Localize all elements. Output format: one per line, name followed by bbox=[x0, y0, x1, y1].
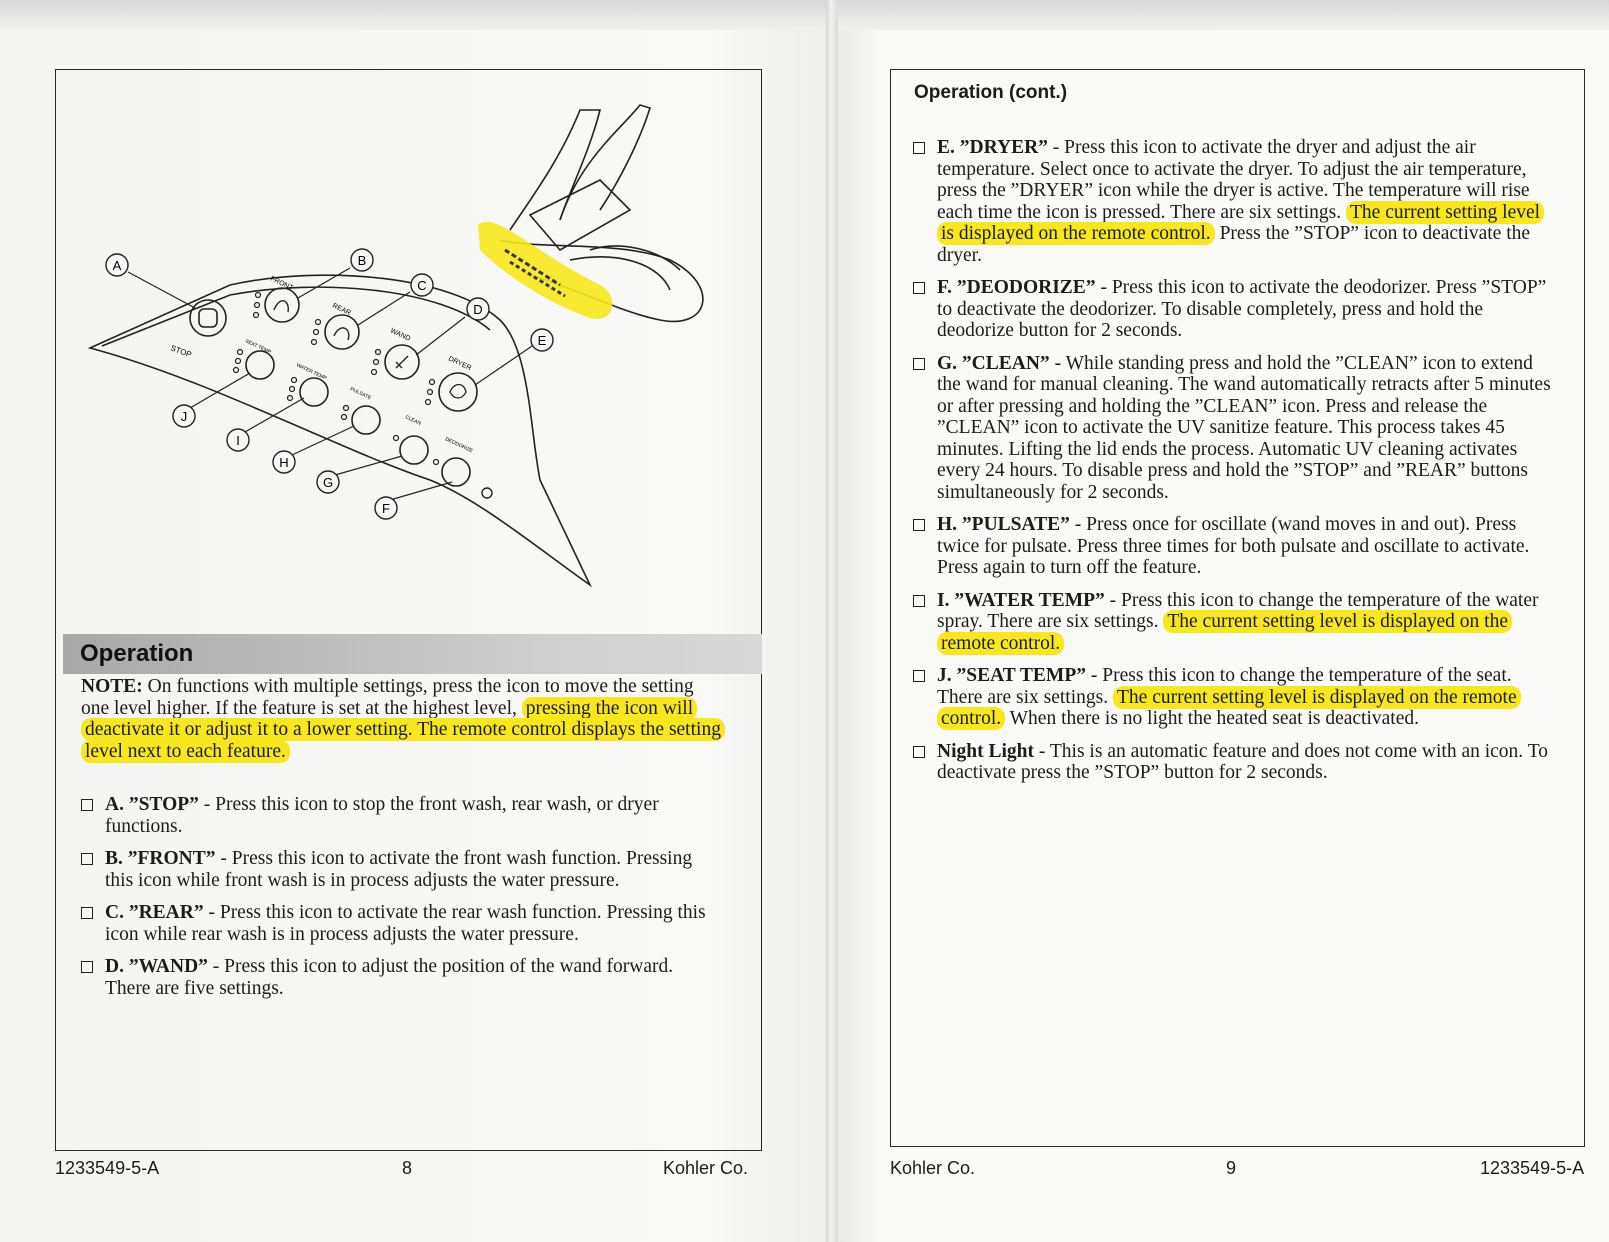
item-label: J. ”SEAT TEMP” bbox=[937, 665, 1086, 686]
checkbox-icon bbox=[81, 799, 93, 811]
rear-button-illustration bbox=[325, 302, 359, 349]
checkbox-icon bbox=[81, 907, 93, 919]
item-text: Press this icon to change the temperature of the seat. There are six settings. bbox=[937, 665, 1512, 708]
item-text-after: When there is no light the heated seat is deactivated. bbox=[1009, 708, 1419, 729]
svg-text:F: F bbox=[382, 501, 390, 516]
item-text: Press this icon to activate the front wash function. Pressing this icon while front wash is in process adjusts the water pressure. bbox=[105, 848, 693, 891]
list-item: B. ”FRONT” - Press this icon to activate the front wash function. Pressing this icon while front wash is in process adjusts the water pressure. bbox=[81, 848, 721, 891]
callout-a bbox=[106, 254, 128, 276]
callout-d bbox=[467, 298, 489, 320]
item-highlight: The current setting level is displayed on the remote control. bbox=[937, 610, 1512, 655]
item-highlight: The current setting level is displayed on the remote control. bbox=[937, 201, 1544, 246]
note-highlight: pressing the icon will deactivate it or adjust it to a lower setting. The remote control displays the setting level next to each feature. bbox=[81, 697, 725, 763]
checkbox-icon bbox=[913, 282, 925, 294]
svg-text:D: D bbox=[473, 302, 483, 317]
seat-temp-button-illustration bbox=[244, 338, 274, 379]
operation-note bbox=[81, 676, 721, 762]
right-page-number: 9 bbox=[1226, 1158, 1237, 1178]
item-label: C. ”REAR” bbox=[105, 902, 204, 923]
svg-text:G: G bbox=[322, 475, 334, 490]
item-text: Press this icon to stop the front wash, rear wash, or dryer functions. bbox=[105, 794, 659, 837]
item-text: Press this icon to change the temperature of the water spray. There are six settings. bbox=[937, 589, 1539, 632]
item-text: Press this icon to activate the dryer and adjust the air temperature. Select once to activate the dryer. To adjust the air temperature, press the ”DRYER” icon while the dryer is active. The temperature will rise each time the icon is pressed. There are six settings. bbox=[937, 137, 1530, 223]
label-clean: CLEAN bbox=[404, 414, 422, 427]
label-water-temp: WATER TEMP bbox=[295, 362, 328, 382]
svg-text:C: C bbox=[417, 278, 427, 293]
label-wand: WAND bbox=[389, 327, 412, 343]
wand-button-illustration bbox=[385, 327, 419, 379]
callout-j bbox=[173, 405, 195, 427]
note-label: NOTE: bbox=[81, 676, 143, 697]
svg-text:H: H bbox=[279, 455, 289, 470]
item-label: I. ”WATER TEMP” bbox=[937, 589, 1105, 611]
right-doc-number: 1233549-5-A bbox=[1480, 1158, 1585, 1178]
right-company: Kohler Co. bbox=[890, 1158, 976, 1178]
label-rear: REAR bbox=[331, 302, 352, 318]
item-label: H. ”PULSATE” bbox=[937, 514, 1070, 535]
list-item: G. ”CLEAN” - While standing press and hold the ”CLEAN” icon to extend the wand for manual cleaning. The wand automatically retracts after 5 minutes or after pressing and holding the ”CLEAN” icon. Press and release the ”CLEAN” icon to activate the UV sanitize feature. This process takes 45 minutes. Lifting the lid ends the process. Automatic UV cleaning activates every 24 hours. To disable press and hold the ”STOP” and ”REAR” buttons simultaneously for 2 seconds. bbox=[913, 353, 1553, 504]
front-button-illustration bbox=[265, 275, 299, 322]
checkbox-icon bbox=[913, 519, 925, 531]
label-dryer: DRYER bbox=[447, 355, 473, 373]
seat-side-panel-highlight bbox=[478, 222, 612, 319]
list-item: H. ”PULSATE” - Press once for oscillate (wand moves in and out). Press twice for pulsate. Press three times for both pulsate and oscillate to activate. Press again to turn off the feature. bbox=[913, 514, 1553, 579]
label-stop: STOP bbox=[169, 343, 193, 360]
item-text: This is an automatic feature and does not come with an icon. To deactivate press the ”STOP” button for 2 seconds. bbox=[937, 740, 1548, 783]
checkbox-icon bbox=[81, 961, 93, 973]
checkbox-icon bbox=[913, 595, 925, 607]
water-temp-button-illustration bbox=[295, 362, 328, 406]
item-text: Press this icon to activate the deodorizer. Press ”STOP” to deactivate the deodorizer. To disable completely, press and hold the deodorize button for 2 seconds. bbox=[937, 277, 1547, 341]
svg-text:I: I bbox=[236, 433, 240, 448]
note-text: On functions with multiple settings, press the icon to move the setting one level higher. If the feature is set at the highest level, bbox=[81, 676, 694, 719]
item-label: D. ”WAND” bbox=[105, 956, 208, 977]
label-pulsate: PULSATE bbox=[349, 386, 373, 402]
item-text: Press this icon to activate the rear wash function. Pressing this icon while rear wash is in process adjusts the water pressure. bbox=[105, 902, 706, 945]
list-item: I. ”WATER TEMP” - Press this icon to change the temperature of the water spray. There are six settings. The current setting level is displayed on the remote control. bbox=[913, 590, 1553, 655]
book-gutter bbox=[826, 0, 838, 1242]
section-title: Operation bbox=[80, 640, 194, 667]
item-text: While standing press and hold the ”CLEAN” icon to extend the wand for manual cleaning. The wand automatically retracts after 5 minutes or after pressing and holding the ”CLEAN” icon. Press and release the ”CLEAN” icon to activate the UV sanitize feature. This process takes 45 minutes. Lifting the lid ends the process. Automatic UV cleaning activates every 24 hours. To disable press and hold the ”STOP” and ”REAR” buttons simultaneously for 2 seconds. bbox=[937, 352, 1551, 503]
callout-e bbox=[531, 329, 553, 351]
list-item: A. ”STOP” - Press this icon to stop the front wash, rear wash, or dryer functions. bbox=[81, 794, 721, 837]
checkbox-icon bbox=[913, 142, 925, 154]
list-item: J. ”SEAT TEMP” - Press this icon to change the temperature of the seat. There are six settings. The current setting level is displayed on the remote control. When there is no light the heated seat is deactivated. bbox=[913, 665, 1553, 730]
item-highlight: The current setting level is displayed on the remote control. bbox=[937, 686, 1521, 731]
left-company: Kohler Co. bbox=[663, 1158, 749, 1178]
left-item-list bbox=[81, 794, 721, 1010]
left-page-number: 8 bbox=[402, 1158, 413, 1178]
svg-text:E: E bbox=[537, 333, 547, 348]
item-label: A. ”STOP” bbox=[105, 794, 199, 815]
pulsate-button-illustration bbox=[349, 386, 380, 434]
label-front: FRONT bbox=[269, 275, 294, 293]
clean-button-illustration bbox=[400, 414, 428, 464]
item-text: Press this icon to adjust the position of the wand forward. There are five settings. bbox=[105, 956, 674, 999]
list-item: E. ”DRYER” - Press this icon to activate the dryer and adjust the air temperature. Select once to activate the dryer. To adjust the air temperature, press the ”DRYER” icon while the dryer is active. The temperature will rise each time the icon is pressed. There are six settings. The current setting level is displayed on the remote control. Press the ”STOP” icon to deactivate the dryer. bbox=[913, 137, 1553, 266]
label-seat-temp: SEAT TEMP bbox=[244, 338, 272, 356]
left-doc-number: 1233549-5-A bbox=[55, 1158, 160, 1178]
right-page-heading: Operation (cont.) bbox=[914, 82, 1068, 103]
remote-control-diagram bbox=[60, 100, 720, 610]
dryer-button-illustration bbox=[439, 355, 477, 411]
callout-c bbox=[411, 274, 433, 296]
label-deodorize: DEODORIZE bbox=[444, 436, 474, 455]
list-item: C. ”REAR” - Press this icon to activate the rear wash function. Pressing this icon while rear wash is in process adjusts the water pressure. bbox=[81, 902, 721, 945]
item-text-after: Press the ”STOP” icon to deactivate the dryer. bbox=[937, 223, 1531, 266]
svg-text:A: A bbox=[112, 258, 122, 273]
checkbox-icon bbox=[913, 746, 925, 758]
callout-b bbox=[351, 249, 373, 271]
callout-i bbox=[227, 429, 249, 451]
item-label: Night Light bbox=[937, 740, 1034, 762]
checkbox-icon bbox=[913, 670, 925, 682]
callout-f bbox=[375, 497, 397, 519]
item-text: Press once for oscillate (wand moves in and out). Press twice for pulsate. Press three times for both pulsate and oscillate to activate. Press again to turn off the feature. bbox=[937, 514, 1530, 578]
top-shadow bbox=[0, 0, 1609, 30]
item-label: B. ”FRONT” bbox=[105, 848, 216, 869]
item-label: E. ”DRYER” bbox=[937, 137, 1048, 158]
list-item: F. ”DEODORIZE” - Press this icon to activate the deodorizer. Press ”STOP” to deactivate the deodorizer. To disable completely, press and hold the deodorize button for 2 seconds. bbox=[913, 277, 1553, 342]
remote-body bbox=[90, 275, 590, 585]
item-label: F. ”DEODORIZE” bbox=[937, 277, 1096, 298]
callout-h bbox=[273, 451, 295, 473]
svg-text:B: B bbox=[357, 253, 367, 268]
list-item: Night Light - This is an automatic feature and does not come with an icon. To deactivate press the ”STOP” button for 2 seconds. bbox=[913, 741, 1553, 784]
checkbox-icon bbox=[81, 853, 93, 865]
list-item: D. ”WAND” - Press this icon to adjust the position of the wand forward. There are five settings. bbox=[81, 956, 721, 999]
item-label: G. ”CLEAN” bbox=[937, 352, 1050, 374]
svg-text:J: J bbox=[180, 409, 188, 424]
checkbox-icon bbox=[913, 358, 925, 370]
callout-g bbox=[317, 471, 339, 493]
right-item-list bbox=[913, 137, 1553, 795]
